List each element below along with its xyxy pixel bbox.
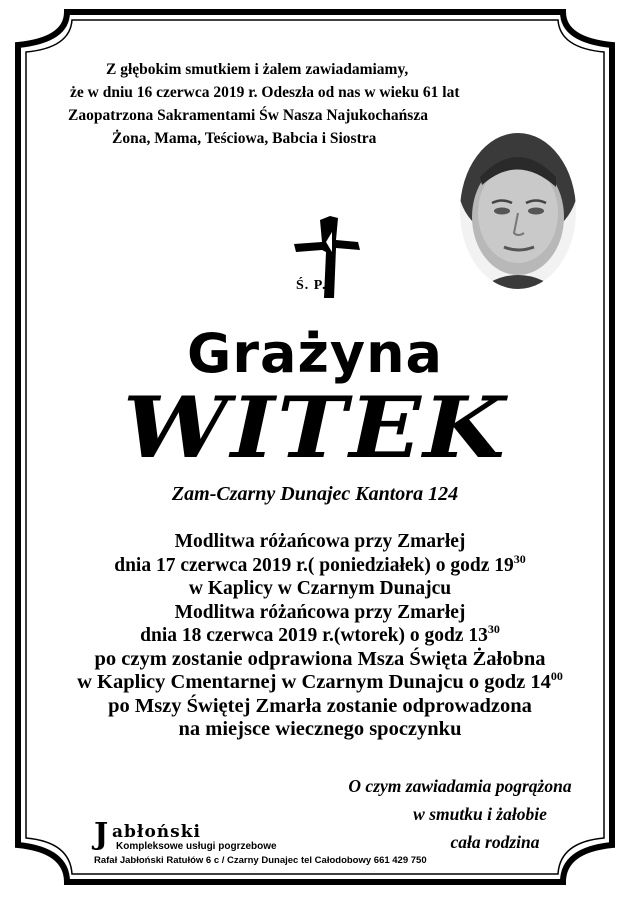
portrait-photo <box>452 125 584 297</box>
funeral-home-contact: Rafał Jabłoński Ratułów 6 c / Czarny Dunajec tel Całodobowy 661 429 750 <box>94 855 427 866</box>
intro-line: Z głębokim smutkiem i żalem zawiadamiamy, <box>106 61 409 78</box>
sp-label: Ś. P. <box>296 278 327 293</box>
closing-text <box>330 772 590 856</box>
intro-line: że w dniu 16 czerwca 2019 r. Odeszła od nas w wieku 61 lat <box>70 84 460 101</box>
detail-line: po czym zostanie odprawiona Msza Święta Żałobna <box>94 647 546 670</box>
closing-line: w smutku i żałobie <box>413 804 547 824</box>
detail-line <box>20 671 620 695</box>
detail-line-text: dnia 18 czerwca 2019 r.(wtorek) o godz 13 <box>140 625 488 646</box>
detail-line: Modlitwa różańcowa przy Zmarłej <box>174 601 466 623</box>
closing-line: cała rodzina <box>450 832 540 852</box>
deceased-last-name: WITEK <box>122 378 508 477</box>
detail-line: w Kaplicy w Czarnym Dunajcu <box>188 578 452 599</box>
intro-line: Żona, Mama, Teściowa, Babcia i Siostra <box>112 130 377 147</box>
time-minutes: 00 <box>550 669 563 683</box>
ceremony-details <box>20 530 620 742</box>
time-minutes: 30 <box>487 622 500 636</box>
detail-line: po Mszy Świętej Zmarła zostanie odprowadzona <box>108 694 532 717</box>
intro-line: Zaopatrzona Sakramentami Św Nasza Najukochańsza <box>68 107 428 124</box>
closing-line: O czym zawiadamia pogrążona <box>348 776 572 796</box>
detail-line <box>20 624 620 648</box>
detail-line-text: dnia 17 czerwca 2019 r.( poniedziałek) o godz 19 <box>114 554 514 576</box>
time-minutes: 30 <box>513 551 526 566</box>
detail-line: Modlitwa różańcowa przy Zmarłej <box>174 531 466 552</box>
logo-name: abłoński <box>112 822 201 842</box>
logo-subtitle: Kompleksowe usługi pogrzebowe <box>116 841 277 852</box>
detail-line: na miejsce wiecznego spoczynku <box>178 718 462 740</box>
detail-line <box>20 551 620 578</box>
detail-line-text: w Kaplicy Cmentarnej w Czarnym Dunajcu o godz 14 <box>77 671 551 693</box>
deceased-first-name: Grażyna <box>187 322 443 385</box>
intro-text <box>40 58 460 150</box>
logo-initial: J <box>94 817 109 852</box>
deceased-address: Zam-Czarny Dunajec Kantora 124 <box>171 483 459 505</box>
